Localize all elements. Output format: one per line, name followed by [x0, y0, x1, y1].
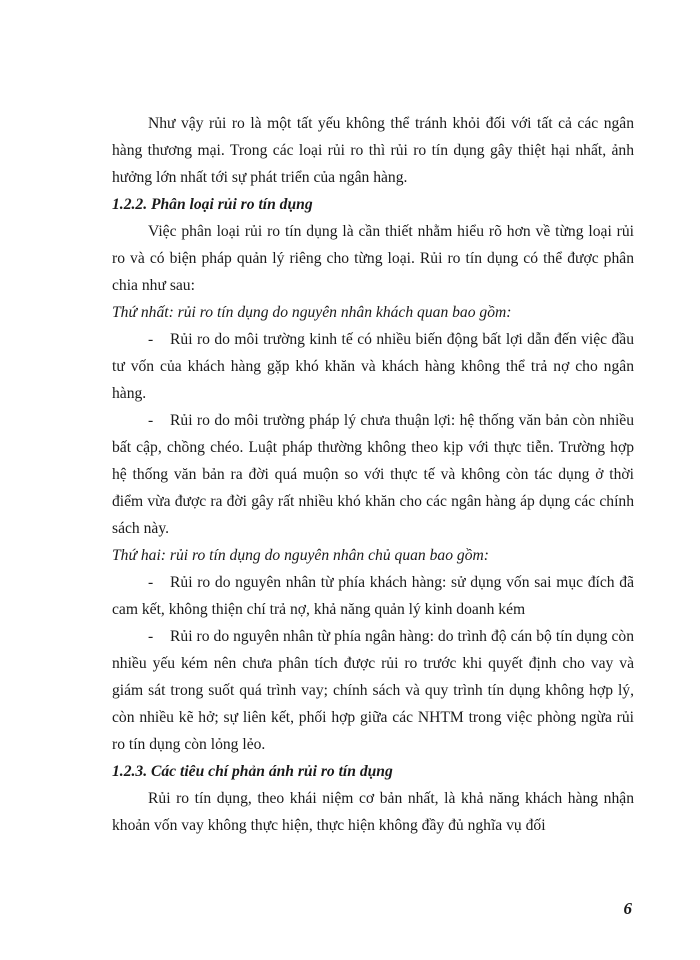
bullet-bank-risk	[112, 623, 634, 758]
bullet-text: Rủi ro do nguyên nhân từ phía khách hàng: sử dụng vốn sai mục đích đã cam kết, không thiện chí trả nợ, khả năng quản lý kinh doanh kém	[112, 574, 634, 618]
section-heading-1-2-3: 1.2.3. Các tiêu chí phản ánh rủi ro tín dụng	[112, 763, 393, 780]
page-number: 6	[623, 899, 632, 918]
bullet-text: Rủi ro do môi trường kinh tế có nhiều biến động bất lợi dẫn đến việc đầu tư vốn của khách hàng gặp khó khăn và khách hàng không thể trả nợ cho ngân hàng.	[112, 331, 634, 402]
bullet-economic-risk	[112, 326, 634, 407]
bullet-dash: -	[148, 574, 154, 591]
paragraph-intro: Như vậy rủi ro là một tất yếu không thể tránh khỏi đối với tất cả các ngân hàng thương mại. Trong các loại rủi ro thì rủi ro tín dụng gây thiệt hại nhất, ảnh hưởng lớn nhất tới sự phát triển của ngân hàng.	[112, 115, 634, 186]
section-heading-1-2-2: 1.2.2. Phân loại rủi ro tín dụng	[112, 196, 313, 213]
bullet-customer-risk	[112, 569, 634, 623]
paragraph-credit-risk-definition: Rủi ro tín dụng, theo khái niệm cơ bản nhất, là khả năng khách hàng nhận khoản vốn vay không thực hiện, thực hiện không đầy đủ nghĩa vụ đối	[112, 790, 634, 834]
document-body	[112, 110, 634, 839]
paragraph-classification: Việc phân loại rủi ro tín dụng là cần thiết nhằm hiểu rõ hơn về từng loại rủi ro và có biện pháp quản lý riêng cho từng loại. Rủi ro tín dụng có thể được phân chia như sau:	[112, 223, 634, 294]
bullet-legal-risk	[112, 407, 634, 542]
bullet-dash: -	[148, 412, 154, 429]
bullet-dash: -	[148, 331, 154, 348]
bullet-dash: -	[148, 628, 154, 645]
bullet-text: Rủi ro do môi trường pháp lý chưa thuận lợi: hệ thống văn bản còn nhiều bất cập, chồng chéo. Luật pháp thường không theo kịp với thực tiễn. Trường hợp hệ thống văn bản ra đời quá muộn so với thực tế và không còn tác dụng ở thời điểm vừa được ra đời gây rất nhiều khó khăn cho các ngân hàng áp dụng các chính sách này.	[112, 412, 634, 537]
subheading-objective-causes: Thứ nhất: rủi ro tín dụng do nguyên nhân khách quan bao gồm:	[112, 304, 512, 321]
bullet-text: Rủi ro do nguyên nhân từ phía ngân hàng: do trình độ cán bộ tín dụng còn nhiều yếu kém nên chưa phân tích được rủi ro trước khi quyết định cho vay và giám sát trong suốt quá trình vay; chính sách và quy trình tín dụng không hợp lý, còn nhiều kẽ hở; sự liên kết, phối hợp giữa các NHTM trong việc phòng ngừa rủi ro tín dụng còn lỏng lẻo.	[112, 628, 634, 753]
subheading-subjective-causes: Thứ hai: rủi ro tín dụng do nguyên nhân chủ quan bao gồm:	[112, 547, 489, 564]
